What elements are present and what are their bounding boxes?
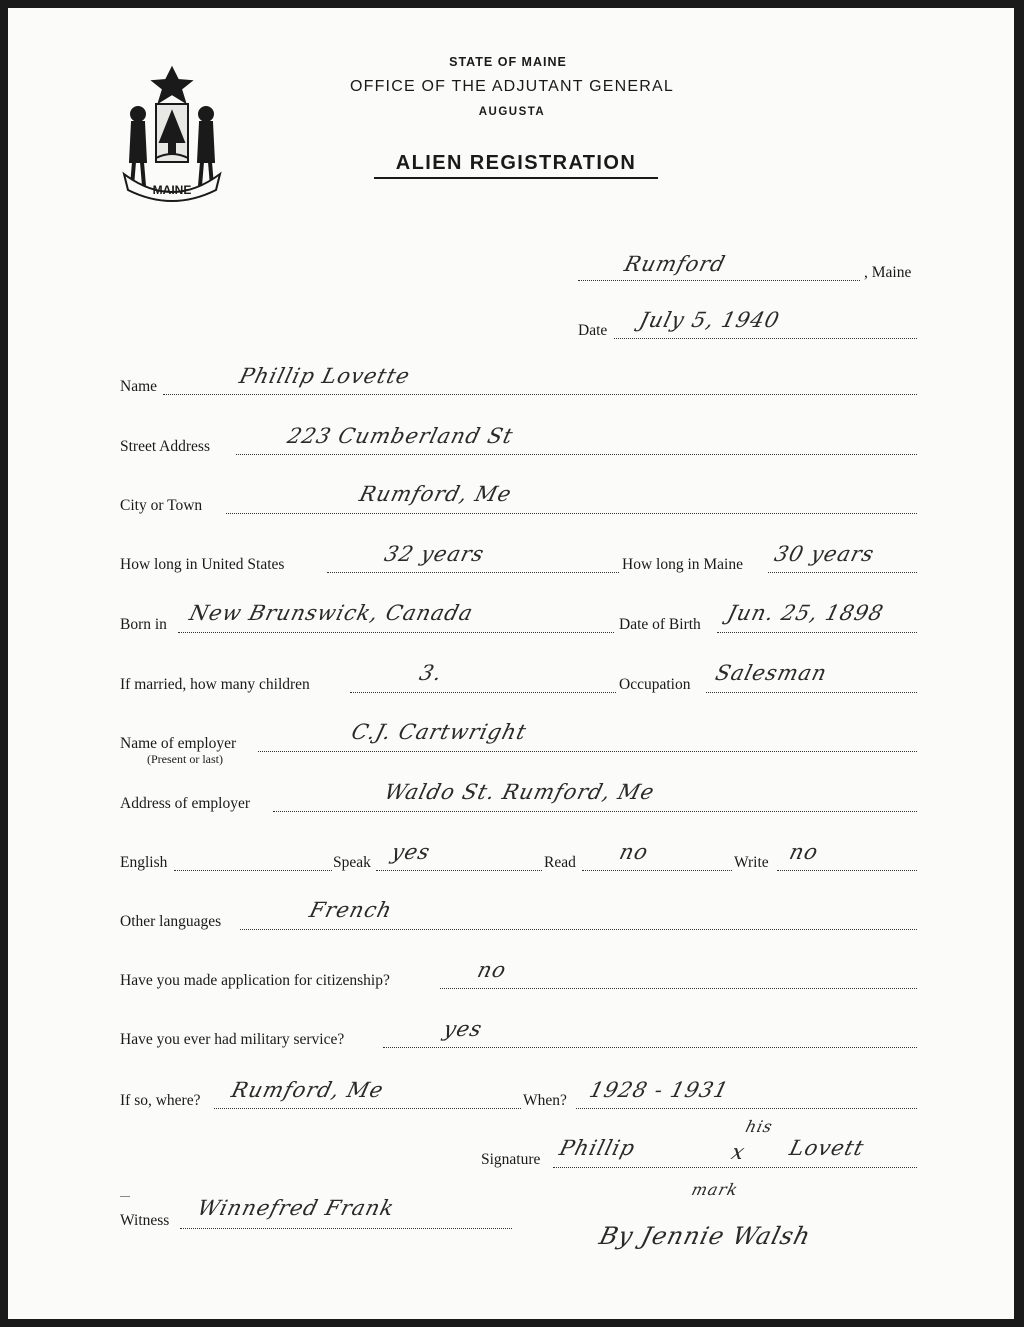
- name-dots: [163, 394, 917, 395]
- town-value: Rumford: [622, 252, 729, 276]
- signature-by-value: By Jennie Walsh: [596, 1222, 814, 1250]
- date-of-birth-label: Date of Birth: [619, 616, 701, 633]
- signature-mark-value: mark: [689, 1180, 741, 1199]
- english-dots: [174, 870, 332, 871]
- street-address-label: Street Address: [120, 438, 210, 455]
- form-title: ALIEN REGISTRATION: [374, 152, 658, 179]
- born-in-value: New Brunswick, Canada: [187, 601, 476, 625]
- other-languages-dots: [240, 929, 917, 930]
- employer-address-label: Address of employer: [120, 795, 250, 812]
- employer-name-label: Name of employer: [120, 735, 237, 752]
- date-label: Date: [578, 322, 608, 339]
- military-value: yes: [441, 1017, 486, 1041]
- military-label: Have you ever had military service?: [120, 1031, 345, 1048]
- how-long-maine-value: 30 years: [772, 542, 878, 566]
- if-so-where-dots: [214, 1108, 521, 1109]
- write-label: Write: [734, 854, 769, 871]
- if-so-where-label: If so, where?: [120, 1092, 201, 1109]
- date-of-birth-dots: [717, 632, 917, 633]
- english-label: English: [120, 854, 168, 871]
- signature-last-value: Lovett: [787, 1136, 867, 1160]
- date-dots: [614, 338, 917, 339]
- military-when-value: 1928 - 1931: [587, 1078, 732, 1102]
- other-languages-value: French: [307, 898, 395, 922]
- town-dots: [578, 280, 860, 281]
- city-or-town-value: Rumford, Me: [357, 482, 515, 506]
- other-languages-label: Other languages: [120, 913, 222, 930]
- signature-label: Signature: [481, 1151, 541, 1168]
- city-or-town-label: City or Town: [120, 497, 203, 514]
- how-long-us-value: 32 years: [382, 542, 488, 566]
- how-long-maine-label: How long in Maine: [622, 556, 743, 573]
- name-label: Name: [120, 378, 158, 395]
- military-dots: [383, 1047, 917, 1048]
- employer-name-dots: [258, 751, 917, 752]
- read-value: no: [617, 840, 652, 864]
- when-dots: [576, 1108, 917, 1109]
- witness-label: Witness: [120, 1212, 170, 1229]
- how-long-us-dots: [327, 572, 619, 573]
- form-sheet: [8, 8, 1014, 1319]
- signature-dots: [553, 1167, 917, 1168]
- street-address-value: 223 Cumberland St: [285, 424, 516, 448]
- stray-mark: [120, 1196, 130, 1197]
- header-state: STATE OF MAINE: [449, 55, 567, 69]
- header-office: OFFICE OF THE ADJUTANT GENERAL: [349, 78, 675, 95]
- witness-value: Winnefred Frank: [195, 1196, 398, 1220]
- employer-name-value: C.J. Cartwright: [349, 720, 530, 744]
- speak-dots: [376, 870, 542, 871]
- employer-address-value: Waldo St. Rumford, Me: [382, 780, 658, 804]
- how-long-us-label: How long in United States: [120, 556, 285, 573]
- occupation-value: Salesman: [713, 661, 830, 685]
- employer-address-dots: [273, 811, 917, 812]
- children-dots: [350, 692, 616, 693]
- signature-x-value: x: [729, 1140, 748, 1164]
- header-city: AUGUSTA: [478, 106, 546, 118]
- write-value: no: [787, 840, 822, 864]
- witness-dots: [180, 1228, 512, 1229]
- occupation-label: Occupation: [619, 676, 691, 693]
- citizenship-dots: [440, 988, 917, 989]
- date-value: July 5, 1940: [637, 308, 783, 332]
- children-value: 3.: [417, 661, 446, 685]
- occupation-dots: [706, 692, 917, 693]
- how-long-maine-dots: [768, 572, 917, 573]
- employer-note-label: (Present or last): [147, 752, 223, 766]
- read-dots: [582, 870, 732, 871]
- children-label: If married, how many children: [120, 676, 310, 693]
- citizenship-label: Have you made application for citizenship?: [120, 972, 390, 989]
- born-in-label: Born in: [120, 616, 167, 633]
- citizenship-value: no: [475, 958, 510, 982]
- name-value: Phillip Lovette: [237, 364, 413, 388]
- city-or-town-dots: [226, 513, 917, 514]
- seal-text: MAINE: [152, 183, 192, 197]
- read-label: Read: [544, 854, 576, 871]
- signature-his-value: his: [743, 1117, 776, 1136]
- when-label: When?: [523, 1092, 567, 1109]
- state-suffix-label: , Maine: [864, 264, 912, 281]
- street-address-dots: [236, 454, 917, 455]
- write-dots: [777, 870, 917, 871]
- speak-label: Speak: [333, 854, 371, 871]
- date-of-birth-value: Jun. 25, 1898: [725, 601, 887, 625]
- signature-first-value: Phillip: [557, 1136, 638, 1160]
- speak-value: yes: [389, 840, 434, 864]
- military-where-value: Rumford, Me: [229, 1078, 387, 1102]
- born-in-dots: [178, 632, 614, 633]
